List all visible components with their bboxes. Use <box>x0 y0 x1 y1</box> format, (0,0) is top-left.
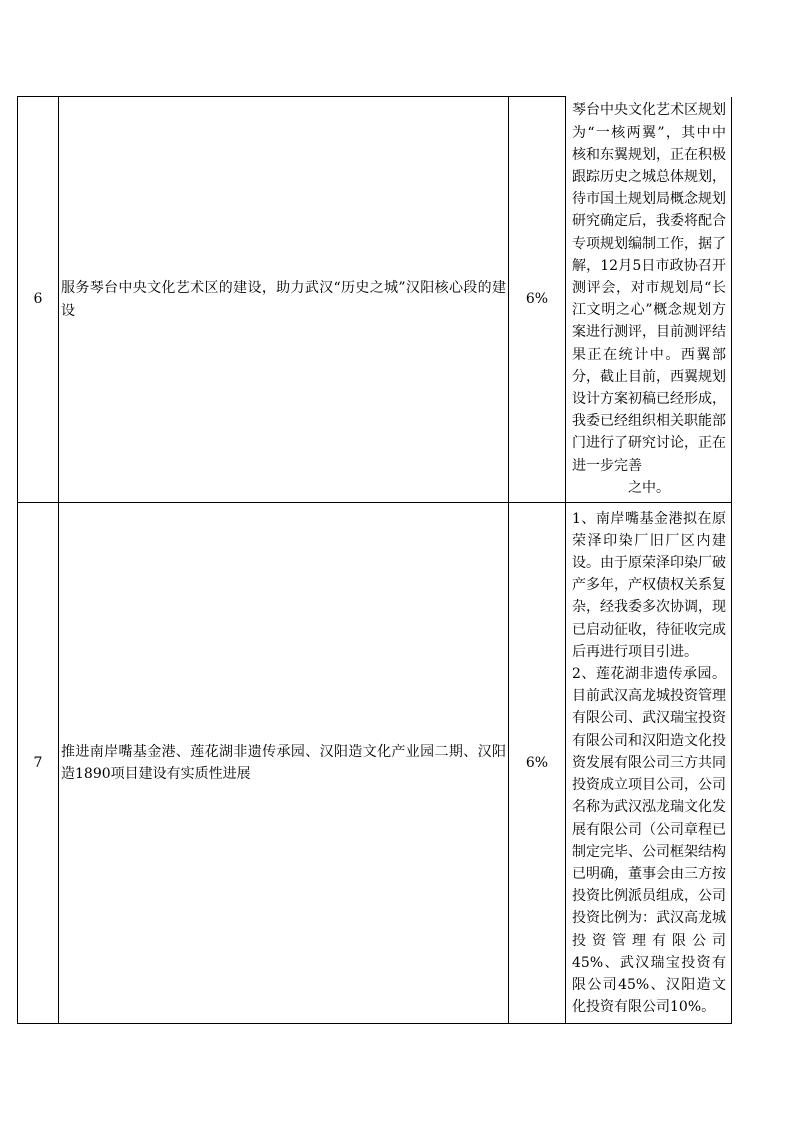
task-table <box>17 96 732 1024</box>
task-progress <box>566 97 732 503</box>
table-row <box>18 97 732 503</box>
progress-text-end: 之中。 <box>628 479 670 496</box>
task-content: 推进南岸嘴基金港、莲花湖非遗传承园、汉阳造文化产业园二期、汉阳造1890项目建设有实质性进展 <box>59 503 509 1024</box>
task-progress <box>566 503 732 1024</box>
task-content: 服务琴台中央文化艺术区的建设，助力武汉“历史之城”汉阳核心段的建设 <box>59 97 509 503</box>
row-index: 7 <box>18 503 59 1024</box>
progress-paragraph-2: 2、莲花湖非遗传承园。目前武汉高龙城投资管理有限公司、武汉瑞宝投资有限公司和汉阳造文化投资发展有限公司三方共同投资成立项目公司，公司名称为武汉泓龙瑞文化发展有限公司（公司章程已制定完毕、公司框架结构已明确，董事会由三方按投资比例派员组成，公司投资比例为：武汉高龙城投资管理有限公司45%、武汉瑞宝投资有限公司45%、汉阳造文化投资有限公司10%。 <box>572 666 726 1016</box>
task-weight: 6% <box>509 97 566 503</box>
task-weight: 6% <box>509 503 566 1024</box>
table-row <box>18 503 732 1024</box>
progress-paragraph-1: 1、南岸嘴基金港拟在原荣泽印染厂旧厂区内建设。由于原荣泽印染厂破产多年，产权债权关系复杂，经我委多次协调，现已启动征收，待征收完成后再进行项目引进。 <box>572 510 726 660</box>
progress-text: 琴台中央文化艺术区规划为“一核两翼”，其中中核和东翼规划，正在积极跟踪历史之城总体规划，待市国土规划局概念规划研究确定后，我委将配合专项规划编制工作，据了解，12月5日市政协召开测评会，对市规划局“长江文明之心”概念规划方案进行测评，目前测评结果正在统计中。西翼部分，截止目前，西翼规划设计方案初稿已经形成，我委已经组织相关职能部门进行了研究讨论，正在进一步完善 <box>572 102 726 474</box>
row-index: 6 <box>18 97 59 503</box>
